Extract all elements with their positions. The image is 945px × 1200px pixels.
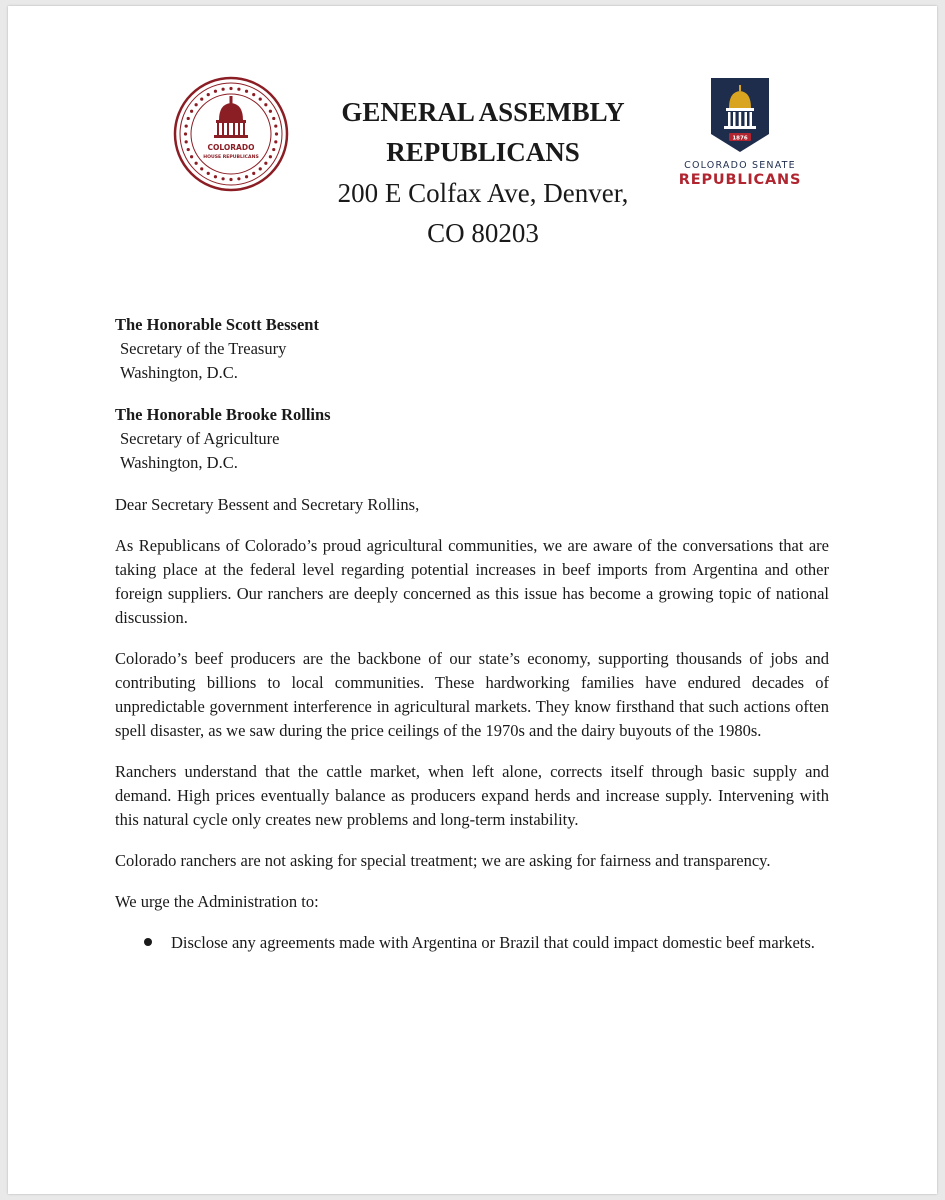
star-icon — [252, 172, 255, 175]
body-paragraph: Colorado ranchers are not asking for special treatment; we are asking for fairness and transparency. — [115, 851, 771, 870]
body-paragraph: Ranchers understand that the cattle market, when left alone, corrects itself through basic supply and demand. High prices eventually balance as producers expand herds and increase supply. Intervening with this natural cycle only creates new problems and long-term instability. — [115, 762, 829, 829]
star-icon — [200, 167, 203, 170]
address-line-1: 200 E Colfax Ave, Denver, — [337, 178, 629, 208]
recipient-title: Secretary of the Treasury — [120, 339, 287, 358]
star-icon — [184, 132, 187, 135]
capitol-dome-icon — [214, 96, 248, 138]
star-icon — [259, 98, 262, 101]
request-list — [115, 931, 829, 955]
org-name: GENERAL ASSEMBLY REPUBLICANS — [341, 97, 625, 167]
house-logo-top-text: COLORADO — [207, 143, 255, 152]
star-icon — [187, 148, 190, 151]
star-icon — [264, 162, 267, 165]
body-paragraph: We urge the Administration to: — [115, 892, 319, 911]
star-icon — [214, 175, 217, 178]
senate-logo-year: 1876 — [732, 135, 748, 142]
senate-republicans-logo — [672, 76, 808, 192]
star-icon — [185, 125, 188, 128]
recipient-name: The Honorable Brooke Rollins — [115, 405, 331, 424]
recipient-block — [115, 403, 829, 475]
star-icon — [195, 103, 198, 106]
body-paragraph: Colorado’s beef producers are the backbone of our state’s economy, supporting thousands of jobs and contributing billions to local communities. These hardworking families have endured decades of unpredictable government interference in agricultural markets. They know firsthand that such actions often spell disaster, as we saw during the price ceilings of the 1970s and the dairy buyouts of the 1980s. — [115, 649, 829, 740]
star-icon — [190, 155, 193, 158]
star-icon — [269, 110, 272, 113]
letter-page — [8, 6, 937, 1194]
house-seal-emblem — [173, 76, 289, 192]
recipient-location: Washington, D.C. — [120, 453, 238, 472]
list-item-text: Disclose any agreements made with Argentina or Brazil that could impact domestic beef markets. — [171, 933, 815, 952]
star-icon — [190, 110, 193, 113]
star-icon — [264, 103, 267, 106]
senate-shield-emblem — [709, 76, 771, 154]
star-icon — [259, 167, 262, 170]
house-republicans-logo — [173, 76, 289, 192]
star-icon — [245, 175, 248, 178]
star-icon — [214, 90, 217, 93]
star-icon — [229, 178, 232, 181]
recipient-name: The Honorable Scott Bessent — [115, 315, 319, 334]
star-icon — [222, 88, 225, 91]
star-icon — [275, 132, 278, 135]
senate-logo-line2: REPUBLICANS — [678, 172, 802, 188]
star-icon — [229, 87, 232, 90]
recipient-block — [115, 313, 829, 385]
star-icon — [185, 140, 188, 143]
letter-body — [115, 313, 829, 955]
recipient-location: Washington, D.C. — [120, 363, 238, 382]
star-icon — [274, 125, 277, 128]
star-icon — [237, 88, 240, 91]
letterhead — [308, 92, 658, 252]
body-paragraph: As Republicans of Colorado’s proud agricultural communities, we are aware of the conversations that are taking place at the federal level regarding potential increases in beef imports from Argentina and other foreign suppliers. Our ranchers are deeply concerned as this issue has become a growing topic of national discussion. — [115, 536, 829, 627]
star-icon — [200, 98, 203, 101]
star-icon — [195, 162, 198, 165]
star-icon — [274, 140, 277, 143]
recipient-title: Secretary of Agriculture — [120, 429, 280, 448]
star-icon — [207, 172, 210, 175]
star-icon — [187, 117, 190, 120]
list-item — [115, 931, 829, 955]
address-line-2: CO 80203 — [427, 218, 539, 248]
star-icon — [222, 177, 225, 180]
star-icon — [272, 117, 275, 120]
star-icon — [245, 90, 248, 93]
star-icon — [272, 148, 275, 151]
star-icon — [269, 155, 272, 158]
house-logo-bottom-text: HOUSE REPUBLICANS — [203, 155, 259, 160]
star-icon — [207, 93, 210, 96]
bullet-icon — [144, 938, 152, 946]
senate-logo-line1: COLORADO SENATE — [684, 160, 796, 171]
salutation: Dear Secretary Bessent and Secretary Rollins, — [115, 495, 420, 514]
star-icon — [237, 177, 240, 180]
star-icon — [252, 93, 255, 96]
